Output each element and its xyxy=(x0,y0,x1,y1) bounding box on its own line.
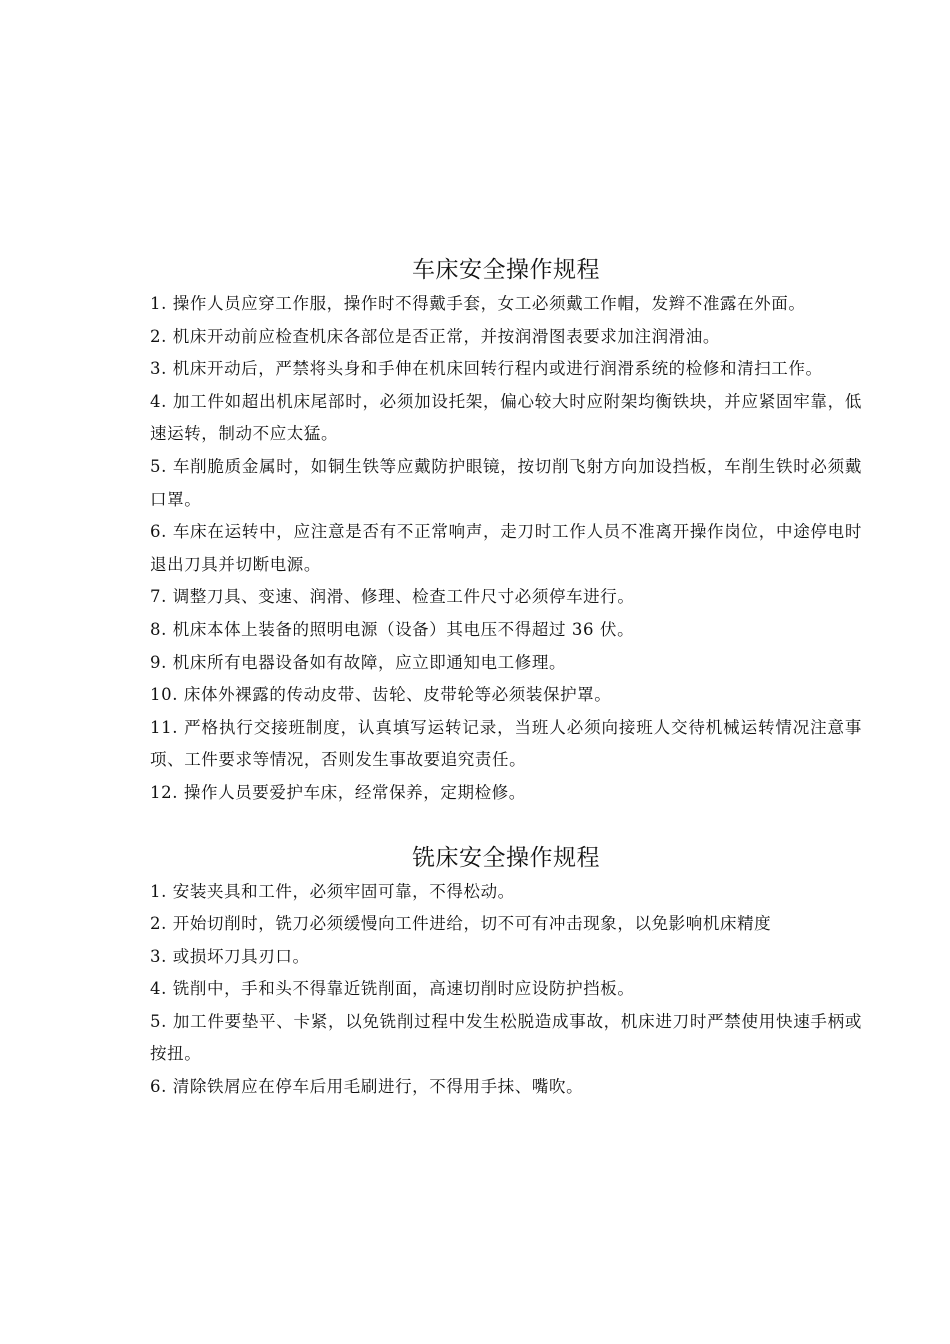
lathe-rule-10: 10. 床体外裸露的传动皮带、齿轮、皮带轮等必须装保护罩。 xyxy=(150,685,612,705)
lathe-rule-11: 11. 严格执行交接班制度，认真填写运转记录，当班人必须向接班人交待机械运转情况注意事项、工件要求等情况，否则发生事故要追究责任。 xyxy=(150,717,862,770)
milling-rule-5: 5. 加工件要垫平、卡紧，以免铣削过程中发生松脱造成事故，机床进刀时严禁使用快速手柄或按扭。 xyxy=(150,1011,862,1064)
milling-rule-6: 6. 清除铁屑应在停车后用毛刷进行，不得用手抹、嘴吹。 xyxy=(150,1077,584,1097)
lathe-rules-list xyxy=(150,288,862,810)
milling-rule-1: 1. 安装夹具和工件，必须牢固可靠，不得松动。 xyxy=(150,881,515,901)
lathe-rule-4: 4. 加工件如超出机床尾部时，必须加设托架，偏心较大时应附架均衡铁块，并应紧固牢靠，低速运转，制动不应太猛。 xyxy=(150,391,862,444)
lathe-rule-7: 7. 调整刀具、变速、润滑、修理、检查工件尺寸必须停车进行。 xyxy=(150,587,635,607)
lathe-rule-2: 2. 机床开动前应检查机床各部位是否正常，并按润滑图表要求加注润滑油。 xyxy=(150,326,720,346)
section-divider-space xyxy=(150,810,862,832)
lathe-rule-9: 9. 机床所有电器设备如有故障，应立即通知电工修理。 xyxy=(150,652,567,672)
lathe-safety-section xyxy=(150,252,862,810)
milling-safety-section xyxy=(150,840,862,1104)
lathe-rule-3: 3. 机床开动后，严禁将头身和手伸在机床回转行程内或进行润滑系统的检修和清扫工作。 xyxy=(150,359,823,379)
milling-rules-list xyxy=(150,876,862,1104)
lathe-rule-12: 12. 操作人员要爱护车床，经常保养，定期检修。 xyxy=(150,782,526,802)
lathe-rule-8: 8. 机床本体上装备的照明电源（设备）其电压不得超过 36 伏。 xyxy=(150,619,635,639)
milling-rule-3: 3. 或损坏刀具刃口。 xyxy=(150,946,310,966)
lathe-section-title: 车床安全操作规程 xyxy=(412,257,600,283)
document-page xyxy=(150,252,862,1104)
lathe-rule-6: 6. 车床在运转中，应注意是否有不正常响声，走刀时工作人员不准离开操作岗位，中途停电时退出刀具并切断电源。 xyxy=(150,522,862,574)
milling-rule-2: 2. 开始切削时，铣刀必须缓慢向工件进给，切不可有冲击现象，以免影响机床精度 xyxy=(150,914,772,934)
milling-section-title: 铣床安全操作规程 xyxy=(412,844,600,871)
lathe-rule-1: 1. 操作人员应穿工作服，操作时不得戴手套，女工必须戴工作帽，发辫不准露在外面。 xyxy=(150,294,806,313)
lathe-rule-5: 5. 车削脆质金属时，如铜生铁等应戴防护眼镜，按切削飞射方向加设挡板，车削生铁时必须戴口罩。 xyxy=(150,456,862,509)
milling-rule-4: 4. 铣削中，手和头不得靠近铣削面，高速切削时应设防护挡板。 xyxy=(150,979,635,999)
